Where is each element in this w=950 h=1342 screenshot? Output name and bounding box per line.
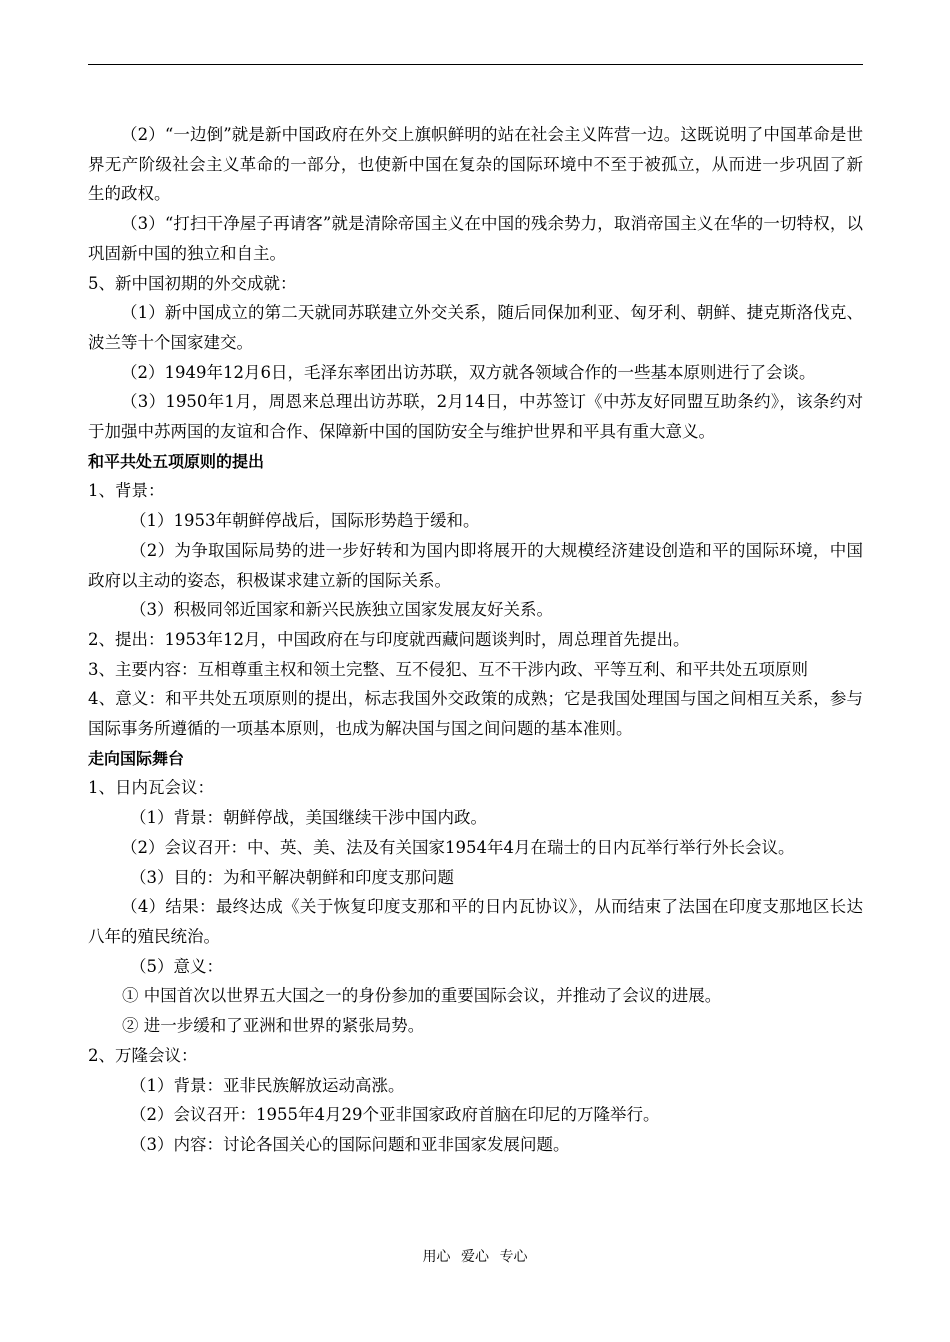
list-item: （3）目的：为和平解决朝鲜和印度支那问题 [130, 867, 454, 887]
list-item: （3）内容：讨论各国关心的国际问题和亚非国家发展问题。 [130, 1134, 570, 1154]
paragraph: （2）“一边倒”就是新中国政府在外交上旗帜鲜明的站在社会主义阵营一边。这既说明了中国革命是世界无产阶级社会主义革命的一部分，也使新中国在复杂的国际环境中不至于被孤立，从而进一步巩固了新生的政权。 [88, 125, 863, 204]
paragraph: （2）1949年12月6日，毛泽东率团出访苏联，双方就各领域合作的一些基本原则进行了会谈。 [121, 362, 816, 382]
numbered-heading: 1、背景： [88, 481, 165, 501]
list-item: （5）意义： [130, 956, 223, 976]
list-item: （1）1953年朝鲜停战后，国际形势趋于缓和。 [130, 511, 480, 531]
list-item: （2）会议召开：中、英、美、法及有关国家1954年4月在瑞士的日内瓦举行举行外长会议。 [121, 837, 795, 857]
paragraph: 3、主要内容：互相尊重主权和领土完整、互不侵犯、互不干涉内政、平等互利、和平共处五项原则 [88, 659, 808, 679]
numbered-heading: 5、新中国初期的外交成就： [88, 273, 297, 293]
paragraph: （3）1950年1月，周恩来总理出访苏联，2月14日，中苏签订《中苏友好同盟互助条约》，该条约对于加强中苏两国的友谊和合作、保障新中国的国防安全与维护世界和平具有重大意义。 [88, 392, 863, 442]
numbered-heading: 1、日内瓦会议： [88, 778, 214, 798]
section-heading: 走向国际舞台 [88, 748, 185, 768]
list-item: （3）积极同邻近国家和新兴民族独立国家发展友好关系。 [130, 600, 553, 620]
paragraph: 4、意义：和平共处五项原则的提出，标志我国外交政策的成熟；它是我国处理国与国之间相互关系，参与国际事务所遵循的一项基本原则，也成为解决国与国之间问题的基本准则。 [88, 689, 863, 739]
document-body [88, 120, 863, 1160]
paragraph: 2、提出：1953年12月，中国政府在与印度就西藏问题谈判时，周总理首先提出。 [88, 629, 690, 649]
list-item: （1）背景：亚非民族解放运动高涨。 [130, 1075, 405, 1095]
header-rule [88, 64, 863, 65]
page-footer: 用心 爱心 专心 [422, 1249, 528, 1265]
section-heading: 和平共处五项原则的提出 [88, 451, 265, 471]
list-item: ② 进一步缓和了亚洲和世界的紧张局势。 [122, 1016, 425, 1036]
paragraph: （3）“打扫干净屋子再请客”就是清除帝国主义在中国的残余势力，取消帝国主义在华的一切特权，以巩固新中国的独立和自主。 [88, 214, 863, 263]
list-item: （2）会议召开：1955年4月29个亚非国家政府首脑在印尼的万隆举行。 [130, 1105, 660, 1125]
paragraph: （2）为争取国际局势的进一步好转和为国内即将展开的大规模经济建设创造和平的国际环境，中国政府以主动的姿态，积极谋求建立新的国际关系。 [88, 540, 863, 590]
list-item: ① 中国首次以世界五大国之一的身份参加的重要国际会议，并推动了会议的进展。 [122, 986, 722, 1006]
paragraph: （4）结果：最终达成《关于恢复印度支那和平的日内瓦协议》，从而结束了法国在印度支那地区长达八年的殖民统治。 [88, 897, 863, 946]
list-item: （1）背景：朝鲜停战，美国继续干涉中国内政。 [130, 808, 487, 828]
paragraph: （1）新中国成立的第二天就同苏联建立外交关系，随后同保加利亚、匈牙利、朝鲜、捷克斯洛伐克、波兰等十个国家建交。 [88, 303, 863, 352]
numbered-heading: 2、万隆会议： [88, 1045, 198, 1065]
